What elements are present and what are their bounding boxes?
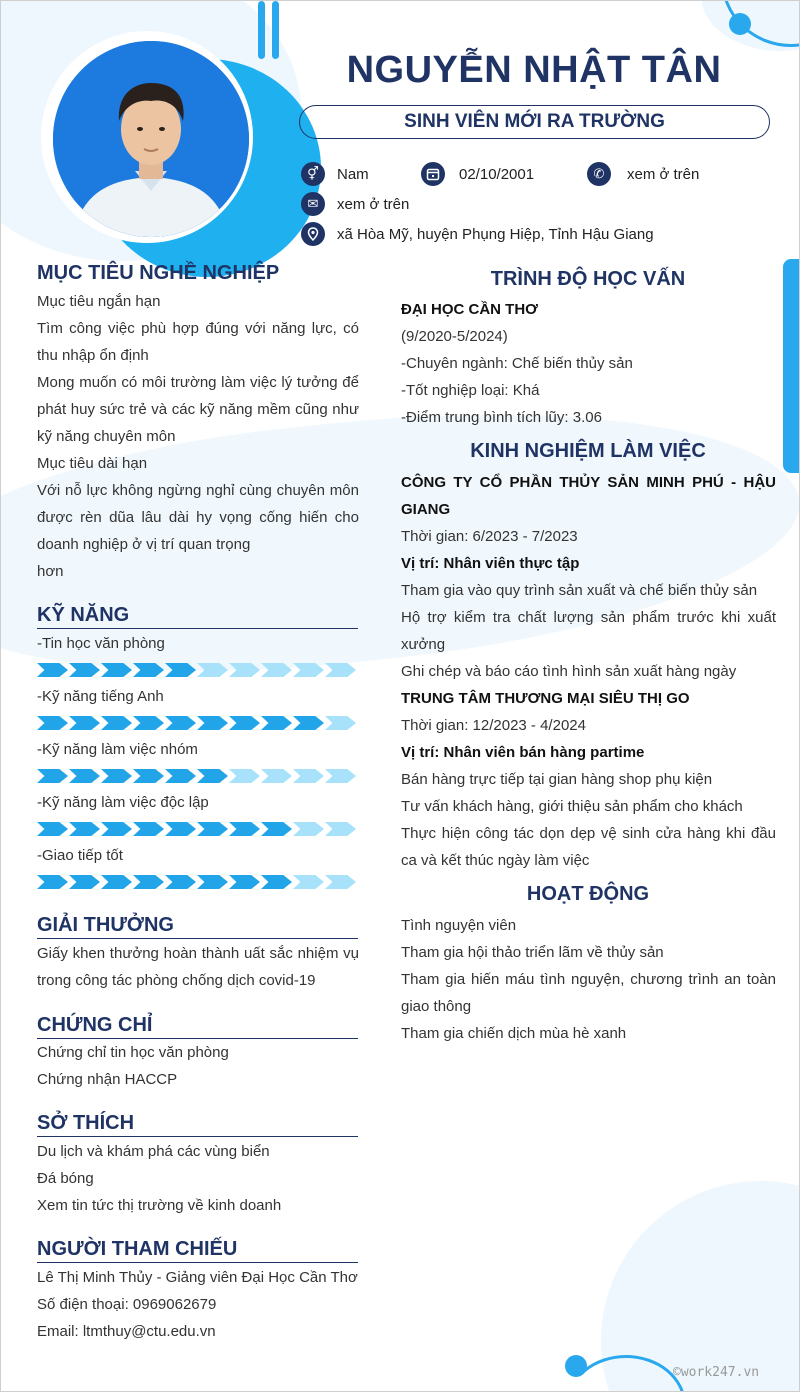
skill-chevron-icon (37, 716, 68, 730)
skill-chevron-icon (165, 875, 196, 889)
skill-chevron-icon (325, 822, 356, 836)
candidate-role: SINH VIÊN MỚI RA TRƯỜNG (299, 105, 770, 139)
job-duty: Thực hiện công tác dọn dẹp vệ sinh cửa hàng khi đầu ca và kết thúc ngày làm việc (401, 825, 776, 869)
skill-chevron-icon (325, 769, 356, 783)
skill-chevron-icon (197, 663, 228, 677)
skill-label: -Giao tiếp tốt (37, 847, 123, 864)
location-pin-icon (301, 222, 325, 246)
list-item: Du lịch và khám phá các vùng biển (37, 1143, 270, 1160)
skill-chevron-icon (293, 875, 324, 889)
activities-list (401, 912, 776, 1047)
job-position: Vị trí: Nhân viên bán hàng partime (401, 744, 645, 761)
skill-chevron-icon (133, 769, 164, 783)
skill-chevron-icon (293, 769, 324, 783)
job-duty: Tham gia vào quy trình sản xuất và chế biến thủy sản (401, 582, 758, 599)
skill-chevron-icon (197, 822, 228, 836)
certificates-list (37, 1039, 359, 1093)
skill-chevron-icon (165, 663, 196, 677)
list-item: Số điện thoại: 0969062679 (37, 1296, 217, 1313)
skill-chevron-icon (229, 716, 260, 730)
skill-chevron-icon (69, 822, 100, 836)
education-grade: -Tốt nghiệp loại: Khá (401, 382, 540, 399)
envelope-icon: ✉ (301, 192, 325, 216)
email-value: xem ở trên (337, 195, 410, 213)
job-duty: Tư vấn khách hàng, giới thiệu sản phẩm cho khách (401, 798, 743, 815)
hobbies-title: SỞ THÍCH (37, 1112, 358, 1137)
skill-chevron-icon (229, 663, 260, 677)
skill-label: -Tin học văn phòng (37, 635, 165, 652)
skill-chevron-icon (293, 663, 324, 677)
education-content (401, 296, 776, 431)
skill-chevron-icon (69, 769, 100, 783)
skill-chevron-icon (165, 769, 196, 783)
skill-chevron-icon (165, 822, 196, 836)
skill-chevron-icon (229, 822, 260, 836)
address-row (301, 222, 654, 246)
skill-chevron-icon (69, 716, 100, 730)
job-duty: Hộ trợ kiểm tra chất lượng sản phẩm trước khi xuất xưởng (401, 609, 776, 653)
skill-chevron-icon (37, 822, 68, 836)
skill-chevron-icon (165, 716, 196, 730)
job-position: Vị trí: Nhân viên thực tập (401, 555, 580, 572)
objective-title: MỤC TIÊU NGHỀ NGHIỆP (37, 262, 280, 284)
job-duty: Bán hàng trực tiếp tại gian hàng shop phụ kiện (401, 771, 713, 788)
objective-long-2: hơn (37, 563, 64, 580)
skill-chevron-icon (69, 663, 100, 677)
references-list (37, 1264, 359, 1345)
skill-chevron-icon (69, 875, 100, 889)
experience-title: KINH NGHIỆM LÀM VIỆC (470, 440, 706, 462)
list-item: Đá bóng (37, 1170, 94, 1187)
school-name: ĐẠI HỌC CẦN THƠ (401, 301, 538, 318)
skill-chevron-icon (261, 822, 292, 836)
list-item: Lê Thị Minh Thủy - Giảng viên Đại Học Cần Thơ (37, 1269, 358, 1286)
skill-level-bar (37, 769, 356, 783)
skill-chevron-icon (261, 716, 292, 730)
education-title: TRÌNH ĐỘ HỌC VẤN (490, 268, 686, 290)
avatar-portrait-icon (53, 41, 249, 237)
watermark: ©work247.vn (673, 1365, 760, 1380)
job-duty: Ghi chép và báo cáo tình hình sản xuất hàng ngày (401, 663, 737, 680)
skill-chevron-icon (101, 663, 132, 677)
skill-chevron-icon (37, 663, 68, 677)
hobbies-list (37, 1138, 359, 1219)
activities-title: HOẠT ĐỘNG (526, 883, 650, 905)
decorative-dot (729, 13, 751, 35)
decorative-side-bar (783, 259, 800, 473)
skill-chevron-icon (101, 822, 132, 836)
objective-long-1: Với nỗ lực không ngừng nghỉ cùng chuyên môn được rèn dũa lâu dài hy vọng cống hiến cho doanh nghiệp ở vị trí quan trọng (37, 482, 359, 553)
skill-chevron-icon (261, 875, 292, 889)
skill-label: -Kỹ năng làm việc nhóm (37, 741, 198, 758)
list-item: Tham gia hội thảo triển lãm về thủy sản (401, 944, 664, 961)
objective-long-label: Mục tiêu dài hạn (37, 455, 148, 472)
skill-chevron-icon (229, 875, 260, 889)
job-company: TRUNG TÂM THƯƠNG MẠI SIÊU THỊ GO (401, 690, 690, 707)
skill-level-bar (37, 663, 356, 677)
skill-chevron-icon (133, 716, 164, 730)
objective-short-label: Mục tiêu ngắn hạn (37, 293, 161, 310)
education-gpa: -Điểm trung bình tích lũy: 3.06 (401, 409, 602, 426)
gender-row (301, 162, 369, 186)
skill-label: -Kỹ năng làm việc độc lập (37, 794, 209, 811)
phone-icon: ✆ (587, 162, 611, 186)
decorative-dot (565, 1355, 587, 1377)
skill-chevron-icon (37, 769, 68, 783)
list-item: Email: ltmthuy@ctu.edu.vn (37, 1323, 216, 1340)
list-item: Tình nguyện viên (401, 917, 517, 934)
skill-chevron-icon (197, 769, 228, 783)
skill-chevron-icon (101, 875, 132, 889)
list-item: Xem tin tức thị trường về kinh doanh (37, 1197, 282, 1214)
job-time: Thời gian: 6/2023 - 7/2023 (401, 528, 578, 545)
gender-value: Nam (337, 165, 369, 183)
list-item: Chứng nhận HACCP (37, 1071, 178, 1088)
skill-level-bar (37, 716, 356, 730)
skill-chevron-icon (197, 716, 228, 730)
birthday-value: 02/10/2001 (459, 165, 535, 183)
skill-chevron-icon (133, 822, 164, 836)
skill-chevron-icon (261, 769, 292, 783)
skill-chevron-icon (133, 663, 164, 677)
objective-short-1: Tìm công việc phù hợp đúng với năng lực, có thu nhập ổn định (37, 320, 359, 364)
address-value: xã Hòa Mỹ, huyện Phụng Hiệp, Tỉnh Hậu Giang (337, 225, 654, 243)
experience-content (401, 469, 776, 874)
phone-value: xem ở trên (627, 165, 700, 183)
candidate-name: NGUYỄN NHẬT TÂN (346, 49, 722, 91)
skill-chevron-icon (101, 769, 132, 783)
certificates-title: CHỨNG CHỈ (37, 1014, 358, 1039)
skill-level-bar (37, 875, 356, 889)
skill-chevron-icon (293, 716, 324, 730)
education-major: -Chuyên ngành: Chế biến thủy sản (401, 355, 633, 372)
skill-chevron-icon (37, 875, 68, 889)
skill-chevron-icon (325, 875, 356, 889)
awards-text: Giấy khen thưởng hoàn thành uất sắc nhiệm vụ trong công tác phòng chống dịch covid-19 (37, 945, 359, 989)
list-item: Tham gia chiến dịch mùa hè xanh (401, 1025, 627, 1042)
list-item: Chứng chỉ tin học văn phòng (37, 1044, 229, 1061)
skill-label: -Kỹ năng tiếng Anh (37, 688, 164, 705)
skill-level-bar (37, 822, 356, 836)
calendar-icon (421, 162, 445, 186)
references-title: NGƯỜI THAM CHIẾU (37, 1238, 358, 1263)
avatar (53, 41, 249, 237)
email-row (301, 192, 409, 216)
gender-icon: ⚥ (301, 162, 325, 186)
birthday-row (421, 162, 534, 186)
job-time: Thời gian: 12/2023 - 4/2024 (401, 717, 586, 734)
skills-title: KỸ NĂNG (37, 604, 358, 629)
skill-chevron-icon (293, 822, 324, 836)
skill-chevron-icon (133, 875, 164, 889)
skill-chevron-icon (325, 663, 356, 677)
skill-chevron-icon (229, 769, 260, 783)
skill-chevron-icon (101, 716, 132, 730)
skill-chevron-icon (197, 875, 228, 889)
phone-row (587, 162, 699, 186)
skill-chevron-icon (325, 716, 356, 730)
job-company: CÔNG TY CỔ PHẦN THỦY SẢN MINH PHÚ - HẬU GIANG (401, 474, 776, 518)
list-item: Tham gia hiến máu tình nguyện, chương trình an toàn giao thông (401, 971, 776, 1015)
awards-title: GIẢI THƯỞNG (37, 914, 358, 939)
objective-content (37, 288, 359, 585)
objective-short-2: Mong muốn có môi trường làm việc lý tưởng để phát huy sức trẻ và các kỹ năng mềm cũng như kỹ năng chuyên môn (37, 374, 359, 445)
skill-chevron-icon (261, 663, 292, 677)
education-period: (9/2020-5/2024) (401, 328, 508, 345)
